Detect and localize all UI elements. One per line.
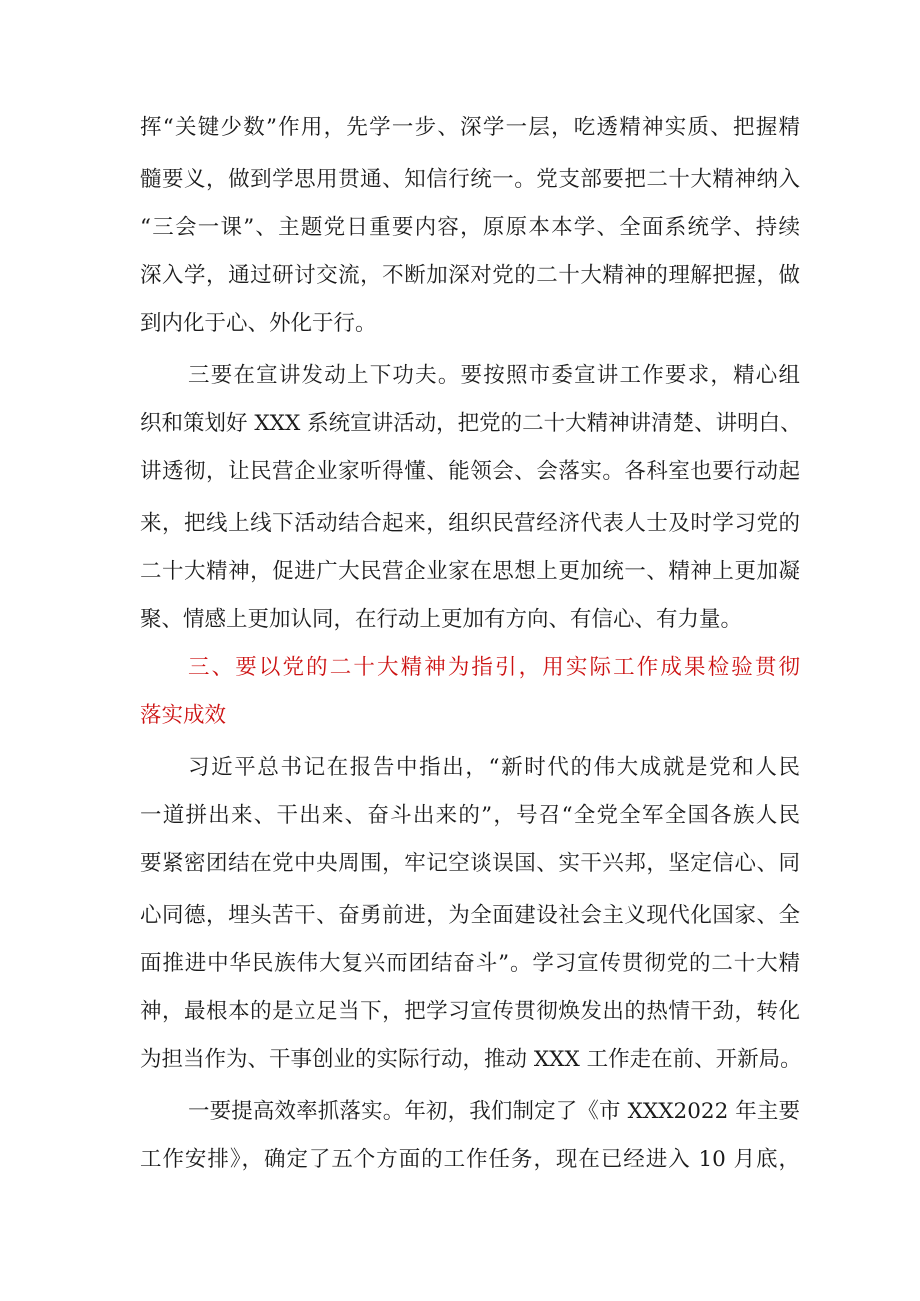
text-line: 髓要义，做到学思用贯通、知信行统一。党支部要把二十大精神纳入 <box>140 167 800 192</box>
text-line: 心同德，埋头苦干、奋勇前进，为全面建设社会主义现代化国家、全 <box>140 903 800 928</box>
text-line: 要紧密团结在党中央周围，牢记空谈误国、实干兴邦，坚定信心、同 <box>140 851 800 876</box>
text-line: 工作安排》，确定了五个方面的工作任务，现在已经进入 10 月底， <box>140 1147 800 1172</box>
paragraph-first-line: 一要提高效率抓落实。年初，我们制定了《市 XXX2022 年主要 <box>188 1099 800 1124</box>
text-line: 讲透彻，让民营企业家听得懂、能领会、会落实。各科室也要行动起 <box>140 459 800 484</box>
text-line: 为担当作为、干事创业的实际行动，推动 XXX 工作走在前、开新局。 <box>140 1047 802 1072</box>
text-line: 聚、情感上更加认同，在行动上更加有方向、有信心、有力量。 <box>140 607 743 632</box>
text-line: 到内化于心、外化于行。 <box>140 311 377 336</box>
text-line: 一道拼出来、干出来、奋斗出来的”，号召“全党全军全国各族人民 <box>140 803 800 828</box>
text-line: 挥“关键少数”作用，先学一步、深学一层，吃透精神实质、把握精 <box>140 115 800 140</box>
text-line: “三会一课”、主题党日重要内容，原原本本学、全面系统学、持续 <box>140 215 800 240</box>
text-line: 深入学，通过研讨交流，不断加深对党的二十大精神的理解把握，做 <box>140 263 800 288</box>
paragraph-first-line: 三要在宣讲发动上下功夫。要按照市委宣讲工作要求，精心组 <box>188 363 800 388</box>
section-heading-continuation: 落实成效 <box>140 703 227 728</box>
section-heading: 三、要以党的二十大精神为指引，用实际工作成果检验贯彻 <box>188 655 800 680</box>
text-line: 来，把线上线下活动结合起来，组织民营经济代表人士及时学习党的 <box>140 511 800 536</box>
text-line: 面推进中华民族伟大复兴而团结奋斗”。学习宣传贯彻党的二十大精 <box>140 951 800 976</box>
text-line: 神，最根本的是立足当下，把学习宣传贯彻焕发出的热情干劲，转化 <box>140 999 800 1024</box>
text-line: 二十大精神，促进广大民营企业家在思想上更加统一、精神上更加凝 <box>140 559 800 584</box>
paragraph-first-line: 习近平总书记在报告中指出，“新时代的伟大成就是党和人民 <box>188 755 800 780</box>
text-line: 织和策划好 XXX 系统宣讲活动，把党的二十大精神讲清楚、讲明白、 <box>140 411 802 436</box>
